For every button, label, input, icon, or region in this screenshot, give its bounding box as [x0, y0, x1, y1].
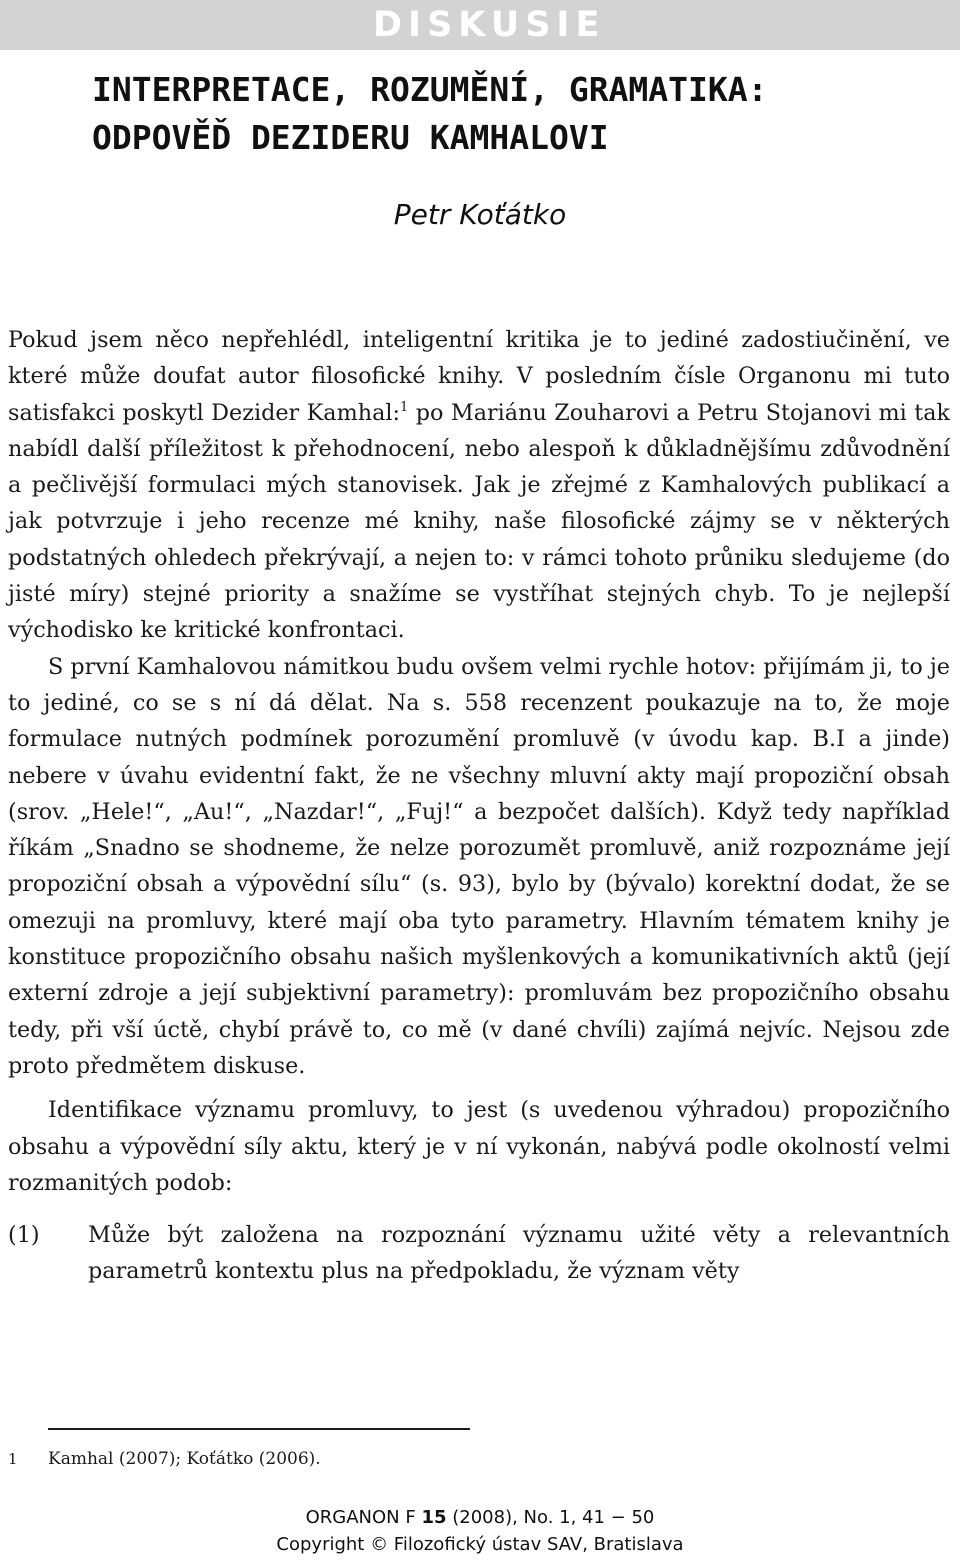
paragraph-1-text-a: Pokud jsem něco nepřehlédl, inteligentní kritika je to jediné zadostiučinění, ve které může doufat autor filosofické knihy. V posledním čísle Organonu mi tuto satisfakci poskytl Dezider Kamhal: [8, 327, 950, 426]
title-line-2: ODPOVĚĎ DEZIDERU KAMHALOVI [92, 118, 609, 157]
list-item-text: Může být založena na rozpoznání významu užité věty a relevantních parametrů kontextu plus na předpokladu, že význam věty [88, 1222, 950, 1285]
list-item-number: (1) [8, 1222, 40, 1249]
footnote-number: 1 [8, 1450, 18, 1468]
copyright-line: Copyright © Filozofický ústav SAV, Bratislava [276, 1534, 684, 1555]
page-footer [0, 1504, 960, 1558]
footnote-ref-1: 1 [400, 399, 409, 415]
section-banner [0, 0, 960, 50]
journal-volume: 15 [421, 1507, 447, 1528]
journal-name: ORGANON F [305, 1507, 416, 1528]
article-body [8, 322, 950, 1290]
author-name: Petr Koťátko [393, 198, 567, 231]
section-label: DISKUSIE [373, 5, 606, 45]
paragraph-2: S první Kamhalovou námitkou budu ovšem velmi rychle hotov: přijímám ji, to je to jediné, co se s ní dá dělat. Na s. 558 recenzent poukazuje na to, že moje formulace nutných podmínek porozumění promluvě (v úvodu kap. B.I a jinde) nebere v úvahu evidentní fakt, že ne všechny mluvní akty mají propoziční obsah (srov. „Hele!“, „Au!“, „Nazdar!“, „Fuj!“ a bezpočet dalších). Když tedy například říkám „Snadno se shodneme, že nelze porozumět promluvě, aniž rozpoznáme její propoziční obsah a výpovědní sílu“ (s. 93), bylo by (bývalo) korektní dodat, že se omezuji na promluvy, které mají oba tyto parametry. Hlavním tématem knihy je konstituce propozičního obsahu našich myšlenkových a komunikativních aktů (její externí zdroje a její subjektivní parametry): promluvám bez propozičního obsahu tedy, při vší úctě, chybí právě to, co mě (v dané chvíli) zajímá nejvíc. Nejsou zde proto předmětem diskuse. [8, 653, 950, 1079]
title-line-1: INTERPRETACE, ROZUMĚNÍ, GRAMATIKA: [92, 70, 768, 109]
footnote [8, 1445, 908, 1473]
journal-citation [0, 1504, 960, 1531]
article-title [92, 66, 952, 162]
paragraph-1-text-b: po Mariánu Zouharovi a Petru Stojanovi mi tak nabídl další příležitost k přehodnocení, nebo alespoň k důkladnějšímu zdůvodnění a pečlivější formulaci mých stanovisek. Jak je zřejmé z Kamhalových publikací a jak potvrzuje i jeho recenze mé knihy, naše filosofické zájmy se v některých podstatných ohledech překrývají, a nejen to: v rámci tohoto průniku sledujeme (do jisté míry) stejné priority a snažíme se vystříhat stejných chyb. To je nejlepší východisko ke kritické konfrontaci. [8, 399, 951, 644]
list-item-1 [8, 1217, 950, 1290]
journal-issue: (2008), No. 1, 41 − 50 [452, 1507, 655, 1528]
footnote-text: Kamhal (2007); Koťátko (2006). [48, 1449, 321, 1469]
footnote-divider [48, 1428, 470, 1430]
paragraph-1 [8, 322, 950, 649]
paragraph-3: Identifikace významu promluvy, to jest (s uvedenou výhradou) propozičního obsahu a výpovědní síly aktu, který je v ní vykonán, nabývá podle okolností velmi rozmanitých podob: [8, 1097, 950, 1196]
